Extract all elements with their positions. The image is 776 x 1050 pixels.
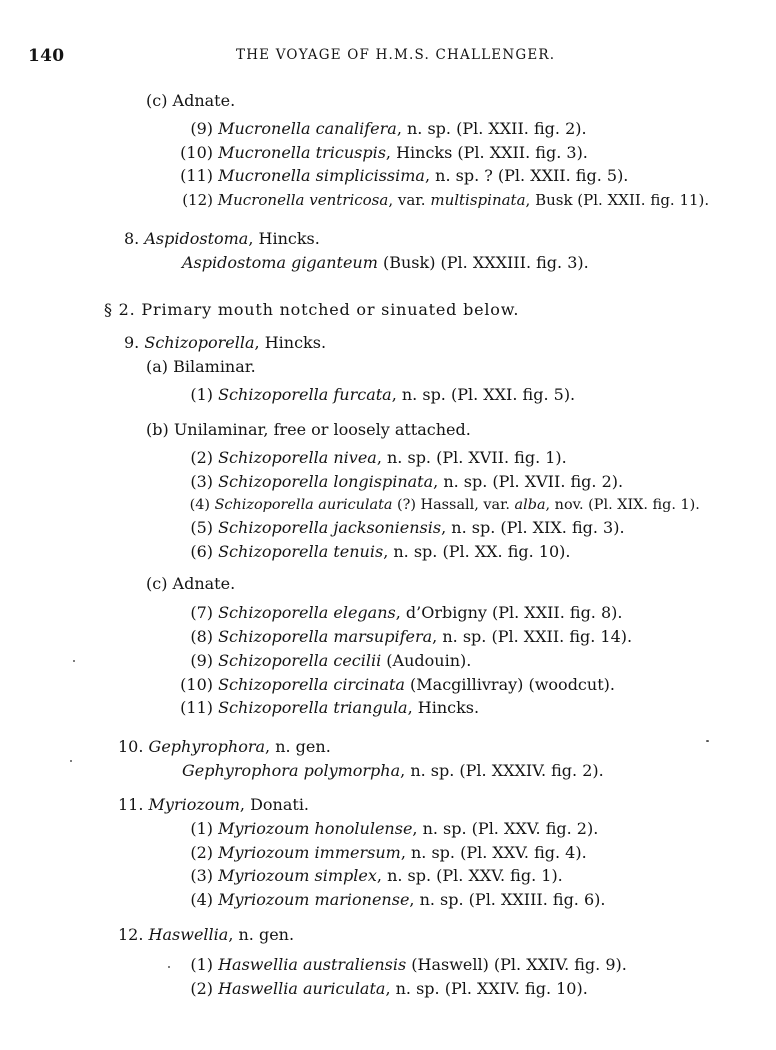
species-name: Schizoporella nivea xyxy=(218,448,377,467)
species-name: Schizoporella auriculata xyxy=(214,497,393,513)
entry-number: (11) xyxy=(180,698,213,717)
entry-number: (8) xyxy=(190,627,213,646)
entry-details: (?) Hassall, var. xyxy=(392,497,515,513)
entry-details: (Haswell) (Pl. XXIV. fig. 9). xyxy=(406,955,627,974)
entry-details: , d’Orbigny (Pl. XXII. fig. 8). xyxy=(395,603,623,622)
entry-details: , n. sp. (Pl. XXV. fig. 1). xyxy=(376,866,563,885)
species-entry xyxy=(180,627,632,647)
entry-details: , n. sp. (Pl. XIX. fig. 3). xyxy=(441,518,625,537)
entry-number: (1) xyxy=(190,819,213,838)
entry-details: (Macgillivray) (woodcut). xyxy=(404,675,615,694)
species-name: Myriozoum simplex xyxy=(218,866,377,885)
species-entry xyxy=(180,542,570,562)
species-name: Mucronella simplicissima xyxy=(218,166,425,185)
entry-number: (2) xyxy=(190,448,213,467)
entry-number: (4) xyxy=(189,497,210,513)
entry-number: (2) xyxy=(190,979,213,998)
entry-details: , n. sp. (Pl. XXI. fig. 5). xyxy=(391,385,576,404)
species-name: Schizoporella marsupifera xyxy=(218,627,433,646)
species-name: Mucronella ventricosa xyxy=(217,191,389,209)
entry-number: (3) xyxy=(190,866,213,885)
entry-details: , var. xyxy=(388,191,431,209)
genus-heading xyxy=(124,333,326,353)
genus-heading xyxy=(124,229,320,249)
species-entry xyxy=(182,761,604,781)
entry-number: (12) xyxy=(182,191,213,209)
species-entry xyxy=(180,472,623,492)
species-entry xyxy=(180,518,625,538)
genus-number: 9. xyxy=(124,333,140,352)
species-name: Myriozoum immersum xyxy=(218,843,401,862)
species-name: Schizoporella jacksoniensis xyxy=(218,518,442,537)
species-name: Schizoporella tenuis xyxy=(218,542,384,561)
species-entry xyxy=(180,119,587,139)
entry-details: , n. sp. (Pl. XVII. fig. 1). xyxy=(376,448,567,467)
species-entry xyxy=(180,819,598,839)
genus-author: , n. gen. xyxy=(265,737,331,756)
species-entry xyxy=(180,448,567,468)
subsection-label: (b) Unilaminar, free or loosely attached. xyxy=(146,420,471,439)
species-entry xyxy=(180,495,700,515)
scan-speck xyxy=(70,760,72,762)
genus-author: , Hincks. xyxy=(254,333,327,352)
genus-author: , Donati. xyxy=(239,795,310,814)
species-name: Haswellia auriculata xyxy=(218,979,386,998)
genus-heading xyxy=(118,795,309,815)
species-name: Aspidostoma giganteum xyxy=(182,253,378,272)
page-header xyxy=(0,46,776,68)
species-name: Schizoporella cecilii xyxy=(218,651,382,670)
entry-details: , n. sp. (Pl. XXIII. fig. 6). xyxy=(409,890,606,909)
species-entry xyxy=(180,955,627,975)
species-name: Schizoporella triangula xyxy=(218,698,408,717)
species-entry xyxy=(180,979,588,999)
entry-details: , n. sp. (Pl. XXV. fig. 4). xyxy=(400,843,587,862)
entry-details: (Audouin). xyxy=(381,651,472,670)
entry-details: , Hincks. xyxy=(407,698,480,717)
entry-details: , n. sp. (Pl. XVII. fig. 2). xyxy=(433,472,624,491)
genus-author: , n. gen. xyxy=(228,925,295,944)
entry-number: (6) xyxy=(190,542,213,561)
subsection-label: (c) Adnate. xyxy=(146,574,236,593)
subsection-label: (c) Adnate. xyxy=(146,91,236,110)
species-entry xyxy=(172,190,709,210)
page-number: 140 xyxy=(28,46,65,66)
genus-number: 11. xyxy=(118,795,144,814)
entry-details: , n. sp. (Pl. XXII. fig. 14). xyxy=(432,627,633,646)
entry-details: , n. sp. (Pl. XXIV. fig. 10). xyxy=(385,979,588,998)
species-entry xyxy=(180,651,471,671)
species-name: Mucronella canalifera xyxy=(218,119,397,138)
species-name: Schizoporella circinata xyxy=(218,675,405,694)
entry-number: (4) xyxy=(190,890,213,909)
species-entry xyxy=(172,675,615,695)
genus-number: 12. xyxy=(118,925,144,944)
genus-number: 8. xyxy=(124,229,140,248)
entry-details: (Busk) (Pl. XXXIII. fig. 3). xyxy=(377,253,589,272)
scan-speck xyxy=(168,966,170,968)
species-entry xyxy=(180,385,575,405)
genus-heading xyxy=(118,737,331,757)
species-name: Myriozoum honolulense xyxy=(218,819,413,838)
genus-name: Myriozoum xyxy=(148,795,240,814)
species-name: Mucronella tricuspis xyxy=(218,143,386,162)
species-name: Myriozoum marionense xyxy=(218,890,410,909)
entry-details: , Busk (Pl. XXII. fig. 11). xyxy=(525,191,710,209)
species-name: Schizoporella elegans xyxy=(218,603,396,622)
species-entry xyxy=(180,603,622,623)
species-name: Schizoporella furcata xyxy=(218,385,392,404)
section-heading: § 2. Primary mouth notched or sinuated below. xyxy=(104,300,520,319)
entry-number: (3) xyxy=(190,472,213,491)
genus-name: Gephyrophora xyxy=(148,737,266,756)
subsection-label: (a) Bilaminar. xyxy=(146,357,256,376)
entry-number: (5) xyxy=(190,518,213,537)
species-entry xyxy=(172,166,628,186)
entry-number: (9) xyxy=(190,119,213,138)
variety-name: alba xyxy=(514,497,546,513)
entry-number: (10) xyxy=(180,143,213,162)
genus-name: Aspidostoma xyxy=(144,229,249,248)
running-title: THE VOYAGE OF H.M.S. CHALLENGER. xyxy=(236,47,556,63)
entry-number: (1) xyxy=(190,385,213,404)
species-entry xyxy=(182,253,589,273)
genus-author: , Hincks. xyxy=(248,229,320,248)
entry-details: , Hincks (Pl. XXII. fig. 3). xyxy=(385,143,588,162)
species-name: Haswellia australiensis xyxy=(218,955,407,974)
entry-number: (7) xyxy=(190,603,213,622)
entry-details: , n. sp. (Pl. XXXIV. fig. 2). xyxy=(400,761,604,780)
species-entry xyxy=(172,143,588,163)
genus-heading xyxy=(118,925,294,945)
species-entry xyxy=(180,890,605,910)
entry-number: (9) xyxy=(190,651,213,670)
genus-name: Haswellia xyxy=(148,925,229,944)
species-entry xyxy=(172,698,479,718)
entry-details: , n. sp. (Pl. XXII. fig. 2). xyxy=(396,119,587,138)
entry-details: , n. sp. ? (Pl. XXII. fig. 5). xyxy=(424,166,629,185)
variety-name: multispinata xyxy=(430,191,526,209)
entry-number: (1) xyxy=(190,955,213,974)
entry-number: (10) xyxy=(180,675,213,694)
entry-number: (11) xyxy=(180,166,213,185)
species-entry xyxy=(180,843,587,863)
entry-details: , n. sp. (Pl. XXV. fig. 2). xyxy=(412,819,599,838)
genus-number: 10. xyxy=(118,737,144,756)
entry-details: , nov. (Pl. XIX. fig. 1). xyxy=(545,497,700,513)
entry-details: , n. sp. (Pl. XX. fig. 10). xyxy=(383,542,571,561)
species-entry xyxy=(180,866,563,886)
genus-name: Schizoporella xyxy=(144,333,255,352)
scan-speck xyxy=(73,660,75,662)
scan-speck xyxy=(706,740,709,742)
entry-number: (2) xyxy=(190,843,213,862)
species-name: Gephyrophora polymorpha xyxy=(182,761,401,780)
species-name: Schizoporella longispinata xyxy=(218,472,434,491)
